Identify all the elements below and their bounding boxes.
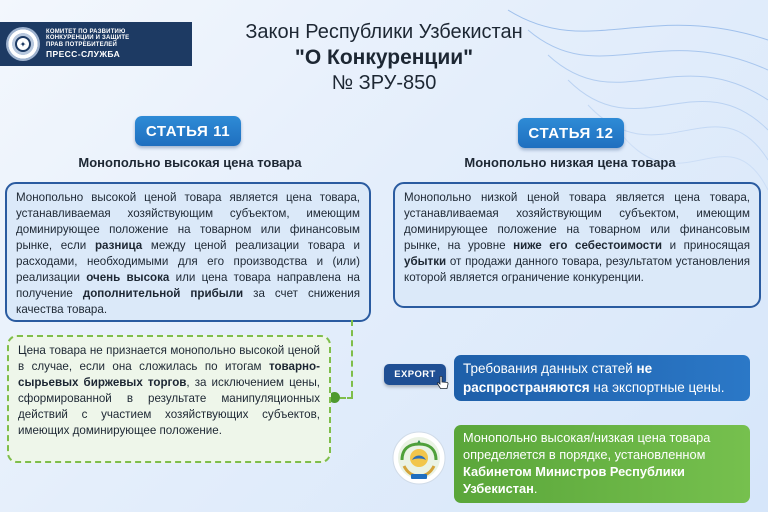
article-12-subtitle: Монопольно низкая цена товара (464, 155, 676, 170)
hand-pointer-icon (436, 376, 450, 390)
title-law-number: № ЗРУ-850 (331, 72, 437, 94)
coat-of-arms-icon (392, 430, 446, 486)
title-law-name: "О Конкуренции" (294, 46, 474, 69)
article-12-card: Монопольно низкой ценой товара является цена товара, устанавливаемая хозяйствующим субъектом, имеющим доминирующее положение на товарном или финансовым рынке, на уровне ниже его себестоимости и приносящая убытки от продажи данного товара, результатом установления которой является ограничение конкуренции. (393, 182, 761, 308)
organization-name (46, 29, 129, 59)
title-law-line: Закон Республики Узбекистан (245, 21, 523, 43)
connector-line (351, 320, 353, 397)
article-12-label: СТАТЬЯ 12 (518, 118, 624, 148)
org-name-line-3: ПРАВ ПОТРЕБИТЕЛЕЙ (46, 41, 117, 48)
org-name-line-2: КОНКУРЕНЦИИ И ЗАЩИТЕ (46, 35, 130, 42)
export-note: Требования данных статей не распространяются на экспортные цены. (454, 355, 750, 401)
emblem-icon: ✦ (6, 27, 40, 61)
article-11-subtitle: Монопольно высокая цена товара (78, 155, 302, 170)
org-name-line-1: КОМИТЕТ ПО РАЗВИТИЮ (46, 29, 126, 36)
organization-logo-bar (0, 22, 192, 66)
cabinet-ministers-note: Монопольно высокая/низкая цена товара определяется в порядке, установленном Кабинетом Министров Республики Узбекистан. (454, 425, 750, 503)
page-title (200, 20, 568, 96)
article-11-card: Монопольно высокой ценой товара является цена товара, устанавливаемая хозяйствующим субъектом, имеющим доминирующее положение на товарном или финансовым рынке, если разница между ценой реализации товара и расходами, необходимыми для его производства и (или) реализации очень высока или цена товара направлена на получение дополнительной прибыли за счет снижения качества товара. (5, 182, 371, 322)
article-11-label: СТАТЬЯ 11 (135, 116, 241, 146)
export-button[interactable]: EXPORT (384, 364, 446, 385)
press-service-label: ПРЕСС-СЛУЖБА (46, 48, 121, 59)
article-11-exception-note: Цена товара не признается монопольно высокой ценой в случае, если она сложилась по итогам товарно-сырьевых биржевых торгов, за исключением цены, сформированной в результате манипуляционных действий с участием хозяйствующих субъектов, имеющих доминирующее положение. (7, 335, 331, 463)
